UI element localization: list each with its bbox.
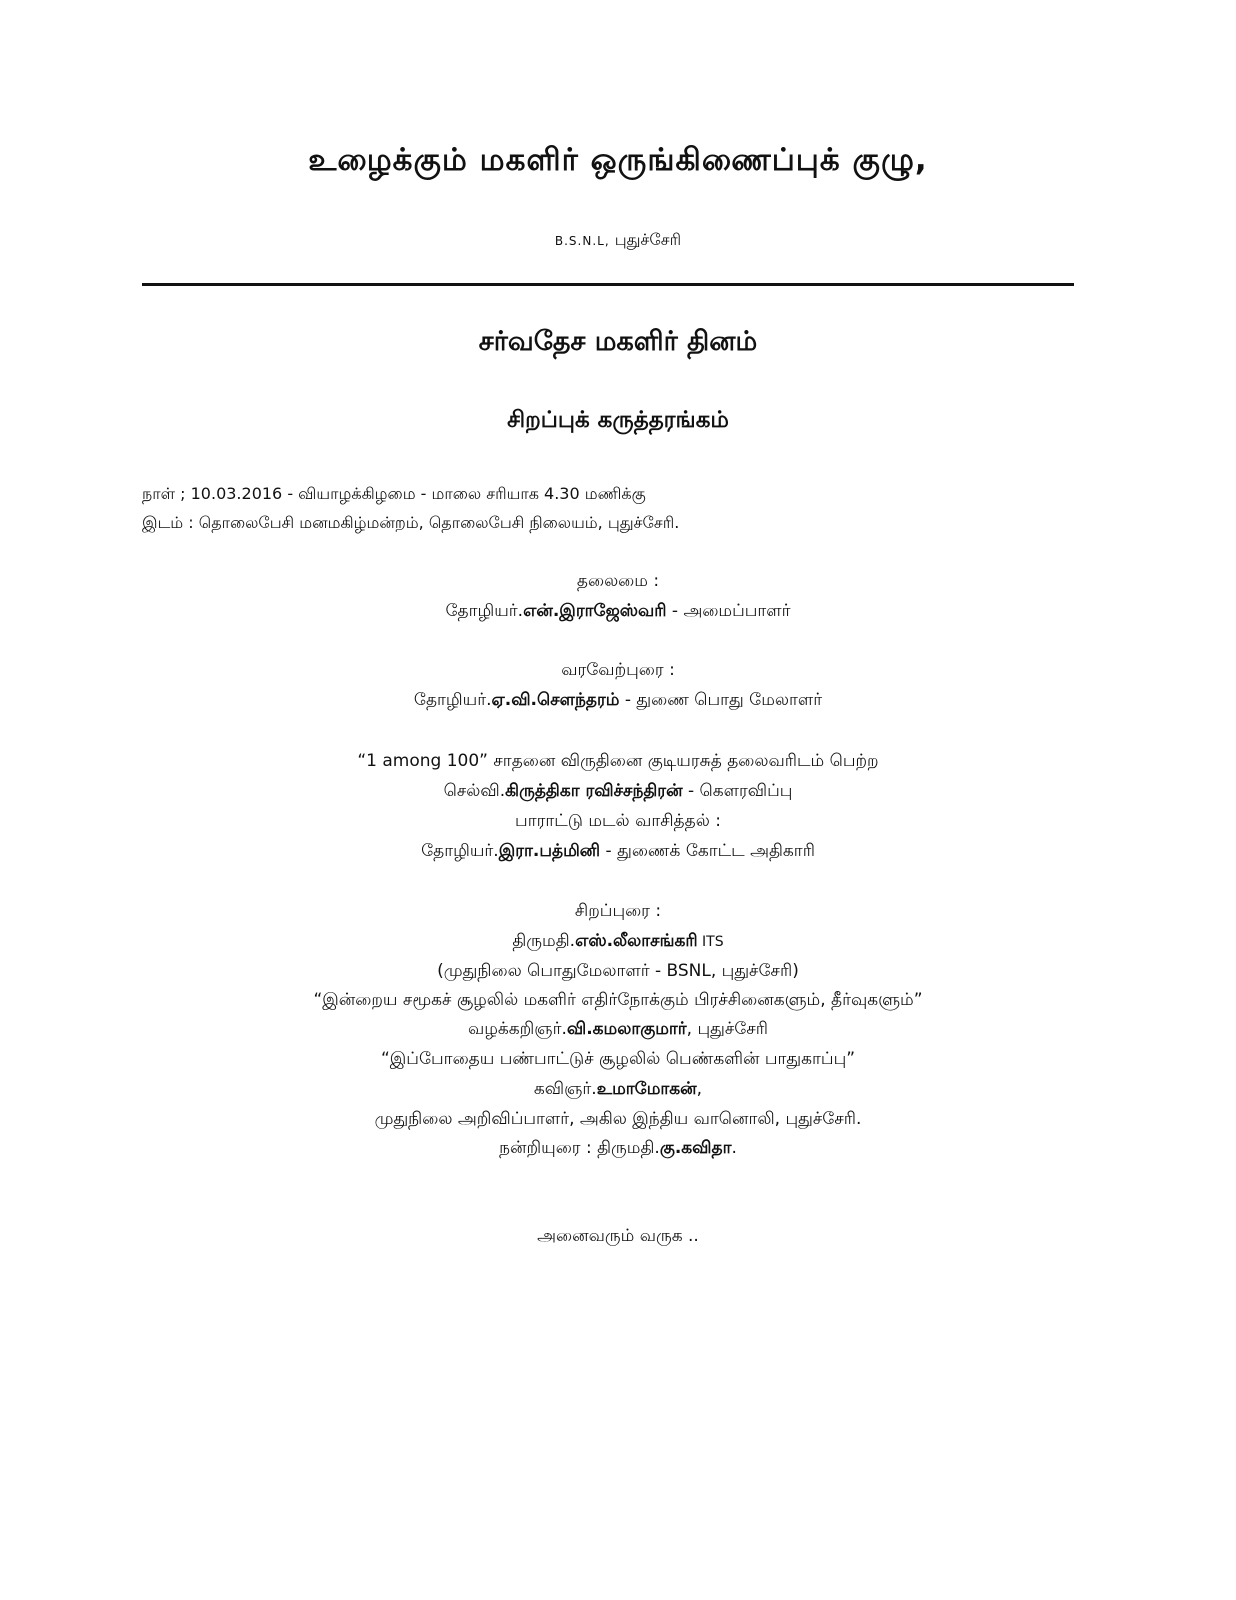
topic1: “இன்றைய சமூகச் சூழலில் மகளிர் எதிர்நோக்கும் பிரச்சினைகளும், தீர்வுகளும்” bbox=[313, 990, 923, 1010]
citation-name: இரா.பத்மினி bbox=[498, 841, 601, 861]
thanks-line bbox=[0, 1134, 1236, 1162]
organization-abbrev: B.S.N.L, bbox=[554, 234, 610, 248]
award-line: “1 among 100” சாதனை விருதினை குடியரசுத் தலைவரிடம் பெற்ற bbox=[357, 751, 879, 771]
venue-line: இடம் : தொலைபேசி மனமகிழ்மன்றம், தொலைபேசி நிலையம், புதுச்சேரி. bbox=[142, 513, 680, 532]
presiding-role: - அமைப்பாளர் bbox=[666, 601, 791, 621]
welcome-prefix: தோழியர். bbox=[413, 690, 492, 710]
speaker3-suffix: , bbox=[696, 1079, 703, 1099]
speaker3-designation: முதுநிலை அறிவிப்பாளர், அகில இந்திய வானொலி, புதுச்சேரி. bbox=[374, 1109, 862, 1129]
presiding-name: என்.இராஜேஸ்வரி bbox=[523, 601, 667, 621]
welcome-label: வரவேற்புரை : bbox=[561, 660, 675, 680]
speaker1-name: எஸ்.லீலாசங்கரி bbox=[575, 931, 698, 951]
speaker2-line bbox=[0, 1015, 1236, 1043]
citation-role: - துணைக் கோட்ட அதிகாரி bbox=[600, 841, 815, 861]
honoree-role: - கௌரவிப்பு bbox=[682, 781, 793, 801]
honoree-prefix: செல்வி. bbox=[443, 781, 506, 801]
presiding-label: தலைமை : bbox=[576, 571, 660, 591]
event-subtitle: சிறப்புக் கருத்தரங்கம் bbox=[507, 407, 729, 433]
thanks-suffix: . bbox=[731, 1138, 737, 1158]
thanks-name: கு.கவிதா bbox=[659, 1138, 732, 1158]
special-label: சிறப்புரை : bbox=[574, 901, 662, 921]
citation-line bbox=[0, 837, 1236, 865]
welcome-role: - துணை பொது மேலாளர் bbox=[619, 690, 823, 710]
speaker1-designation: (முதுநிலை பொதுமேலாளர் - BSNL, புதுச்சேரி) bbox=[437, 961, 799, 981]
speaker3-line bbox=[0, 1075, 1236, 1103]
speaker1-line bbox=[0, 927, 1236, 956]
honoree-line bbox=[0, 777, 1236, 805]
date-line: நாள் ; 10.03.2016 - வியாழக்கிழமை - மாலை சரியாக 4.30 மணிக்கு bbox=[142, 484, 646, 503]
topic2: “இப்போதைய பண்பாட்டுச் சூழலில் பெண்களின் பாதுகாப்பு” bbox=[380, 1049, 856, 1069]
organization-title: உழைக்கும் மகளிர் ஒருங்கிணைப்புக் குழு, bbox=[308, 142, 928, 178]
welcome-name: ஏ.வி.சௌந்தரம் bbox=[491, 690, 620, 710]
citation-label: பாராட்டு மடல் வாசித்தல் : bbox=[515, 811, 721, 831]
speaker2-name: வி.கமலாகுமார் bbox=[566, 1019, 687, 1039]
speaker1-prefix: திருமதி. bbox=[512, 931, 576, 951]
presiding-prefix: தோழியர். bbox=[445, 601, 524, 621]
organization-place: புதுச்சேரி bbox=[614, 230, 682, 249]
honoree-name: கிருத்திகா ரவிச்சந்திரன் bbox=[505, 781, 683, 801]
presiding-line bbox=[0, 597, 1236, 625]
speaker2-suffix: , புதுச்சேரி bbox=[686, 1019, 768, 1039]
thanks-label: நன்றியுரை : திருமதி. bbox=[499, 1138, 660, 1158]
header-divider bbox=[142, 283, 1074, 286]
speaker3-name: உமாமோகன் bbox=[596, 1079, 697, 1099]
organization-subtitle bbox=[0, 230, 1236, 251]
speaker2-prefix: வழக்கறிஞர். bbox=[467, 1019, 567, 1039]
speaker1-suffix: ITS bbox=[697, 934, 724, 950]
closing-text: அனைவரும் வருக .. bbox=[537, 1226, 699, 1246]
speaker3-prefix: கவிஞர். bbox=[533, 1079, 597, 1099]
event-title: சர்வதேச மகளிர் தினம் bbox=[478, 326, 758, 357]
citation-prefix: தோழியர். bbox=[421, 841, 499, 861]
welcome-line bbox=[0, 686, 1236, 714]
